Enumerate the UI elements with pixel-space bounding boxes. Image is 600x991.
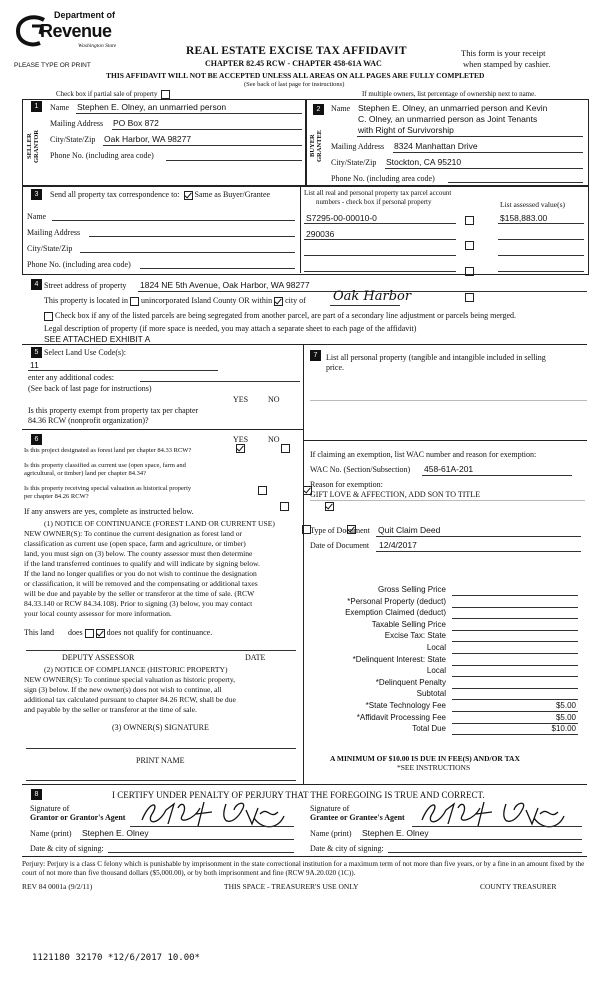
- sec1-name-label: Name: [50, 103, 70, 112]
- city-of-checkbox[interactable]: [274, 297, 283, 306]
- partial-sale-label: [56, 90, 170, 99]
- additional-codes-label: enter any additional codes:: [28, 373, 114, 382]
- state-name: Washington State: [78, 43, 117, 49]
- fee-label: Exemption Claimed (deduct): [345, 608, 446, 617]
- sec6-q3-1: Is this property receiving special valuation as historical property: [24, 485, 192, 492]
- located-row: [44, 296, 306, 306]
- partial-sale-text: Check box if partial sale of property: [56, 90, 158, 99]
- continuance-row: [24, 628, 212, 638]
- logo: [14, 8, 134, 58]
- fee-value[interactable]: $10.00: [551, 724, 576, 733]
- sec3-send-row: [50, 190, 270, 200]
- street-label: Street address of property: [44, 281, 127, 290]
- minimum-due: A MINIMUM OF $10.00 IS DUE IN FEE(S) AND/OR TAX: [330, 754, 520, 763]
- county-treasurer: COUNTY TREASURER: [480, 882, 557, 891]
- buyer-name-line-1[interactable]: Stephen E. Olney, an unmarried person and Kevin: [358, 103, 548, 113]
- notice1-line: (1) NOTICE OF CONTINUANCE (FOREST LAND OR CURRENT USE): [44, 519, 275, 528]
- warning-text: THIS AFFIDAVIT WILL NOT BE ACCEPTED UNLESS ALL AREAS ON ALL PAGES ARE FULLY COMPLETED: [106, 71, 485, 80]
- section-3-number: 3: [31, 189, 42, 200]
- sec2-mail-label: Mailing Address: [331, 142, 385, 151]
- exempt-q-2: 84.36 RCW (nonprofit organization)?: [28, 416, 149, 425]
- fee-label: Local: [426, 643, 446, 652]
- owner-signature-label: (3) OWNER(S) SIGNATURE: [112, 723, 209, 732]
- receipt-note-1: This form is your receipt: [461, 48, 546, 58]
- grantee-name-field[interactable]: Stephen E. Olney: [362, 828, 429, 838]
- reason-field[interactable]: GIFT LOVE & AFFECTION, ADD SON TO TITLE: [310, 490, 481, 499]
- notice2-line: additional tax calculated pursuant to chapter 84.26 RCW, shall be due: [24, 695, 236, 704]
- fee-label: Local: [426, 666, 446, 675]
- sec1-city-label: City/State/Zip: [50, 135, 96, 144]
- sec2-name-label: Name: [331, 104, 351, 113]
- certify-text: I CERTIFY UNDER PENALTY OF PERJURY THAT THE FOREGOING IS TRUE AND CORRECT.: [112, 790, 485, 800]
- exempt-no-checkbox[interactable]: [281, 444, 290, 453]
- wac-field[interactable]: 458-61A-201: [424, 464, 474, 474]
- current-use-no-checkbox[interactable]: [325, 502, 334, 511]
- see-back-text: (See back of last page for instructions): [244, 81, 345, 88]
- page-subtitle: CHAPTER 82.45 RCW - CHAPTER 458-61A WAC: [205, 59, 382, 68]
- sec6-no: NO: [268, 435, 280, 444]
- unincorporated-text: unincorporated Island County OR within: [140, 296, 273, 305]
- print-name-label: PRINT NAME: [136, 756, 185, 765]
- personal-property-checkbox[interactable]: [465, 267, 474, 276]
- qualify-text: qualify for continuance.: [135, 628, 213, 637]
- owner-signature-line[interactable]: [26, 748, 296, 749]
- logo-word: Revenue: [40, 21, 112, 41]
- fee-label: *Delinquent Penalty: [375, 678, 446, 687]
- sec6-yes: YES: [233, 435, 249, 444]
- fee-label: *Personal Property (deduct): [347, 597, 446, 606]
- notice2-line: NEW OWNER(S): To continue special valuation as historic property,: [24, 675, 236, 684]
- section-8-number: 8: [31, 789, 42, 800]
- deputy-assessor-label: DEPUTY ASSESSOR: [62, 653, 135, 662]
- please-type: PLEASE TYPE OR PRINT: [14, 62, 91, 69]
- forest-yes-checkbox[interactable]: [258, 486, 267, 495]
- fee-value[interactable]: $5.00: [555, 701, 576, 710]
- sec1-phone-label: Phone No. (including area code): [50, 151, 154, 160]
- grantee-name-label: Name (print): [310, 829, 352, 838]
- sec3-phone-field[interactable]: [140, 268, 295, 269]
- exempt-q-1: Is this property exempt from property tax per chapter: [28, 406, 199, 415]
- located-text: This property is located in: [44, 296, 128, 305]
- notice1-line: or classification, it will be removed and the compensating or additional taxes: [24, 579, 258, 588]
- buyer-city-field[interactable]: Stockton, CA 95210: [386, 157, 462, 167]
- sec2-phone-label: Phone No. (including area code): [331, 174, 435, 183]
- section-2-number: 2: [313, 104, 324, 115]
- sec3-mail-field[interactable]: [89, 236, 295, 237]
- doc-date-field[interactable]: 12/4/2017: [379, 540, 417, 550]
- notice1-line: will be due and payable by the seller or transferor at the time of sale. (RCW: [24, 589, 255, 598]
- does-not-text: does not: [106, 628, 134, 637]
- exempt-yes-checkbox[interactable]: [236, 444, 245, 453]
- grantee-sig-label-1: Signature of: [310, 804, 350, 813]
- sec3-city-field[interactable]: [80, 252, 295, 253]
- grantor-agent-label: Grantor or Grantor's Agent: [30, 813, 126, 822]
- buyer-grantee-label: BUYER GRANTEE: [309, 129, 323, 163]
- seller-city-field[interactable]: Oak Harbor, WA 98277: [104, 134, 192, 144]
- fee-label: Gross Selling Price: [377, 585, 446, 594]
- legal-value[interactable]: SEE ATTACHED EXHIBIT A: [44, 334, 151, 344]
- grantor-sig-label-1: Signature of: [30, 804, 70, 813]
- unincorporated-checkbox[interactable]: [130, 297, 139, 306]
- grantee-date-field[interactable]: [388, 852, 582, 853]
- cashier-stamp: 1121180 32170 *12/6/2017 10.00*: [32, 953, 200, 963]
- sec6-q2-1: Is this property classified as current use (open space, farm and: [24, 462, 186, 469]
- sec3-send-label: Send all property tax correspondence to:: [50, 190, 180, 199]
- sec3-city-label: City/State/Zip: [27, 244, 73, 253]
- same-as-buyer-label: Same as Buyer/Grantee: [194, 190, 271, 199]
- notice1-line: land, you must sign on (3) below. The county assessor must then determine: [24, 549, 253, 558]
- fee-label: Total Due: [412, 724, 446, 733]
- notice1-line: if the land transferred continues to qualify and will indicate by signing below.: [24, 559, 260, 568]
- doc-type-field[interactable]: Quit Claim Deed: [378, 525, 441, 535]
- does-not-checkbox[interactable]: [96, 629, 105, 638]
- personal-prop-2: price.: [326, 363, 344, 372]
- city-of-text: city of: [285, 296, 306, 305]
- grantor-date-label: Date & city of signing:: [30, 844, 104, 853]
- notice2-line: and payable by the seller or transferor at the time of sale.: [24, 705, 197, 714]
- fee-label: *Affidavit Processing Fee: [356, 713, 446, 722]
- notice2-line: (2) NOTICE OF COMPLIANCE (HISTORIC PROPERTY): [44, 665, 228, 674]
- wac-claim-text: If claiming an exemption, list WAC number and reason for exemption:: [310, 450, 537, 459]
- this-land-text: This land: [24, 628, 54, 637]
- sec3-mail-label: Mailing Address: [27, 228, 81, 237]
- seller-name-field[interactable]: Stephen E. Olney, an unmarried person: [77, 102, 227, 112]
- page-title: REAL ESTATE EXCISE TAX AFFIDAVIT: [186, 45, 407, 57]
- sec5-no: NO: [268, 395, 280, 404]
- does-checkbox[interactable]: [85, 629, 94, 638]
- sec3-phone-label: Phone No. (including area code): [27, 260, 131, 269]
- grantee-date-label: Date & city of signing:: [310, 844, 384, 853]
- fee-label: Excise Tax: State: [384, 631, 446, 640]
- sec2-city-label: City/State/Zip: [331, 158, 377, 167]
- section-4-number: 4: [31, 279, 42, 290]
- buyer-mail-field[interactable]: 8324 Manhattan Drive: [394, 141, 478, 151]
- segregated-text: Check box if any of the listed parcels are being segregated from another parcel, are part of a secondary line adjustment or parcels being merged.: [55, 311, 516, 320]
- buyer-name-line-2[interactable]: C. Olney, an unmarried person as Joint Tenants: [358, 114, 538, 124]
- notice1-line: NEW OWNER(S): To continue the current designation as forest land or: [24, 529, 243, 538]
- grantor-name-field[interactable]: Stephen E. Olney: [82, 828, 149, 838]
- section-6-number: 6: [31, 434, 42, 445]
- land-use-label: Select Land Use Code(s):: [44, 348, 126, 357]
- seller-phone-field[interactable]: [166, 160, 302, 161]
- treasurer-space: THIS SPACE - TREASURER'S USE ONLY: [224, 882, 359, 891]
- does-text: does: [68, 628, 83, 637]
- partial-sale-checkbox[interactable]: [161, 90, 170, 99]
- parcel-number[interactable]: S7295-00-00010-0: [306, 213, 377, 223]
- sec6-q1: Is this project designated as forest land per chapter 84.33 RCW?: [24, 447, 192, 454]
- current-use-yes-checkbox[interactable]: [280, 502, 289, 511]
- if-yes-text: If any answers are yes, complete as instructed below.: [24, 507, 194, 516]
- personal-property-checkbox[interactable]: [465, 216, 474, 225]
- fee-label: Subtotal: [416, 689, 446, 698]
- multiple-owners-note: If multiple owners, list percentage of ownership next to name.: [362, 90, 536, 98]
- section-7-number: 7: [310, 350, 321, 361]
- same-as-buyer-checkbox[interactable]: [184, 191, 193, 200]
- sec3-name-field[interactable]: [52, 220, 295, 221]
- notice1-line: your local county assessor for more information.: [24, 609, 172, 618]
- sec6-q2-2: agricultural, or timber) land per chapter 84.34?: [24, 470, 147, 477]
- personal-prop-1: List all personal property (tangible and intangible included in selling: [326, 353, 546, 362]
- see-instructions: *SEE INSTRUCTIONS: [397, 763, 471, 772]
- assessed-value[interactable]: $158,883.00: [500, 213, 548, 223]
- seller-mail-field[interactable]: PO Box 872: [113, 118, 159, 128]
- deputy-assessor-sig-line[interactable]: [26, 650, 296, 651]
- segregated-row: [44, 311, 516, 321]
- deputy-date-label: DATE: [245, 653, 266, 662]
- perjury-text: Perjury: Perjury is a class C felony which is punishable by imprisonment in the state correctional institution for a maximum term of not more than five years, or by a fine in an amount fixed by the court of not more than five thousand dollars ($5,000.00), or by both imprisonment and fine (RCW 9A.20.020 (1C)).: [22, 860, 585, 877]
- dept-name: Department of: [54, 10, 116, 20]
- fee-label: *State Technology Fee: [365, 701, 446, 710]
- doc-date-label: Date of Document: [310, 541, 370, 550]
- section-1-number: 1: [31, 101, 42, 112]
- fee-label: Taxable Selling Price: [371, 620, 446, 629]
- grantor-date-field[interactable]: [108, 852, 294, 853]
- seller-grantor-label: SELLER GRANTOR: [26, 129, 40, 163]
- receipt-note-2: when stamped by cashier.: [463, 59, 551, 69]
- personal-prop-line-1[interactable]: [310, 400, 587, 401]
- buyer-name-line-3[interactable]: with Right of Survivorship: [358, 125, 454, 135]
- parcel-header-1: List all real and personal property tax parcel account: [304, 189, 452, 197]
- additional-codes-field[interactable]: [140, 381, 300, 382]
- sec1-mail-label: Mailing Address: [50, 119, 104, 128]
- assessed-header: List assessed value(s): [500, 200, 565, 209]
- buyer-phone-field[interactable]: [448, 182, 583, 183]
- sec5-see-back: (See back of last page for instructions): [28, 384, 152, 393]
- reason-label: Reason for exemption:: [310, 480, 383, 489]
- personal-property-checkbox[interactable]: [465, 241, 474, 250]
- sec6-q3-2: per chapter 84.26 RCW?: [24, 493, 89, 500]
- legal-label: Legal description of property (if more space is needed, you may attach a separate sheet to each page of the affidavit): [44, 324, 417, 333]
- land-use-field[interactable]: 11: [30, 360, 39, 370]
- fee-label: *Delinquent Interest: State: [352, 655, 446, 664]
- rev-number: REV 84 0001a (9/2/11): [22, 882, 93, 891]
- street-field[interactable]: 1824 NE 5th Avenue, Oak Harbor, WA 98277: [140, 280, 310, 290]
- notice1-line: If the land no longer qualifies or you do not wish to continue the designation: [24, 569, 257, 578]
- sec3-name-label: Name: [27, 212, 47, 221]
- segregated-checkbox[interactable]: [44, 312, 53, 321]
- print-name-line[interactable]: [26, 780, 296, 781]
- parcel-number[interactable]: 290036: [306, 229, 335, 239]
- grantor-name-label: Name (print): [30, 829, 72, 838]
- wac-label: WAC No. (Section/Subsection): [310, 465, 411, 474]
- notice1-line: 84.33.140 or RCW 84.34.108). Prior to signing (3) below, you may contact: [24, 599, 253, 608]
- grantee-agent-label: Grantee or Grantee's Agent: [310, 813, 405, 822]
- city-handwritten[interactable]: Oak Harbor: [333, 289, 412, 304]
- notice1-line: classification as current use (open space, farm and agriculture, or timber): [24, 539, 246, 548]
- fee-value[interactable]: $5.00: [555, 713, 576, 722]
- sec5-yes: YES: [233, 395, 249, 404]
- section-5-number: 5: [31, 347, 42, 358]
- doc-type-label: Type of Document: [310, 526, 370, 535]
- notice2-line: sign (3) below. If the new owner(s) does not wish to continue, all: [24, 685, 222, 694]
- parcel-header-2: numbers - check box if personal property: [316, 198, 432, 206]
